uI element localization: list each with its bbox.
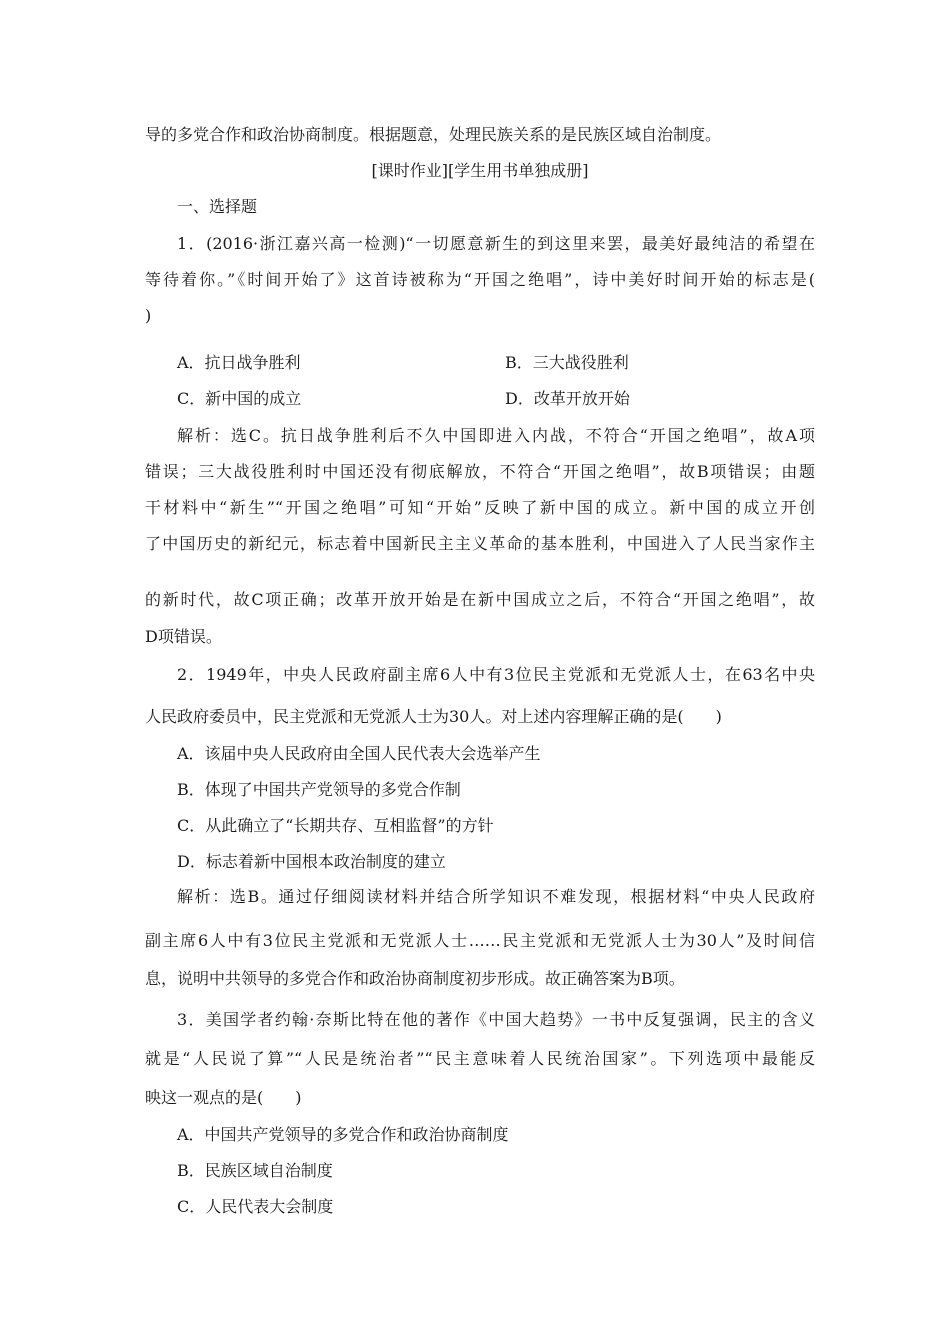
q3-stem-line-1: 3．美国学者约翰·奈斯比特在他的著作《中国大趋势》一书中反复强调，民主的含义: [177, 1010, 815, 1029]
q1-option-d: D．改革开放开始: [505, 389, 630, 408]
q3-stem-line-3: 映这一观点的是( ): [145, 1088, 302, 1107]
continued-answer-line: 导的多党合作和政治协商制度。根据题意，处理民族关系的是民族区域自治制度。: [145, 125, 722, 144]
q1-analysis-line-6: D项错误。: [145, 627, 222, 646]
q2-option-b: B．体现了中国共产党领导的多党合作制: [177, 780, 461, 799]
part-title: 一、选择题: [177, 197, 258, 216]
q3-option-c: C．人民代表大会制度: [177, 1197, 334, 1216]
q3-stem-line-2: 就是“人民说了算”“人民是统治者”“民主意味着人民统治国家”。下列选项中最能反: [145, 1049, 815, 1068]
q1-analysis-line-5: 的新时代，故C项正确；改革开放开始是在新中国成立之后，不符合“开国之绝唱”，故: [145, 590, 815, 609]
q1-analysis-line-3: 干材料中“新生”“开国之绝唱”可知“开始”反映了新中国的成立。新中国的成立开创: [145, 498, 815, 517]
q1-stem-line-3: ): [145, 306, 152, 325]
q3-option-a: A．中国共产党领导的多党合作和政治协商制度: [177, 1125, 509, 1144]
q1-option-c: C．新中国的成立: [177, 389, 302, 408]
q3-option-b: B．民族区域自治制度: [177, 1161, 333, 1180]
q2-option-a: A．该届中央人民政府由全国人民代表大会选举产生: [177, 744, 541, 763]
q2-analysis-line-1: 解析：选B。通过仔细阅读材料并结合所学知识不难发现，根据材料“中央人民政府: [177, 887, 815, 906]
q1-analysis-line-1: 解析：选C。抗日战争胜利后不久中国即进入内战，不符合“开国之绝唱”，故A项: [177, 426, 815, 445]
q1-stem-line-2: 等待着你。”《时间开始了》这首诗被称为“开国之绝唱”，诗中美好时间开始的标志是(: [145, 270, 815, 289]
section-header: [课时作业][学生用书单独成册]: [371, 161, 589, 180]
q1-option-a: A．抗日战争胜利: [177, 353, 301, 372]
q1-stem-line-1: 1．(2016·浙江嘉兴高一检测)“一切愿意新生的到这里来罢，最美好最纯洁的希望在: [177, 234, 815, 253]
q2-option-d: D．标志着新中国根本政治制度的建立: [177, 852, 446, 871]
q2-stem-line-1: 2．1949年，中央人民政府副主席6人中有3位民主党派和无党派人士，在63名中央: [177, 665, 815, 684]
q2-analysis-line-3: 息，说明中共领导的多党合作和政治协商制度初步形成。故正确答案为B项。: [145, 969, 685, 988]
q1-analysis-line-4: 了中国历史的新纪元，标志着中国新民主主义革命的基本胜利，中国进入了人民当家作主: [145, 534, 815, 553]
q1-option-b: B．三大战役胜利: [505, 353, 629, 372]
q1-analysis-line-2: 错误；三大战役胜利时中国还没有彻底解放，不符合“开国之绝唱”，故B项错误；由题: [145, 462, 815, 481]
q2-analysis-line-2: 副主席6人中有3位民主党派和无党派人士……民主党派和无党派人士为30人”及时间信: [145, 931, 815, 950]
q2-option-c: C．从此确立了“长期共存、互相监督”的方针: [177, 816, 494, 835]
q2-stem-line-2: 人民政府委员中，民主党派和无党派人士为30人。对上述内容理解正确的是( ): [145, 707, 722, 726]
